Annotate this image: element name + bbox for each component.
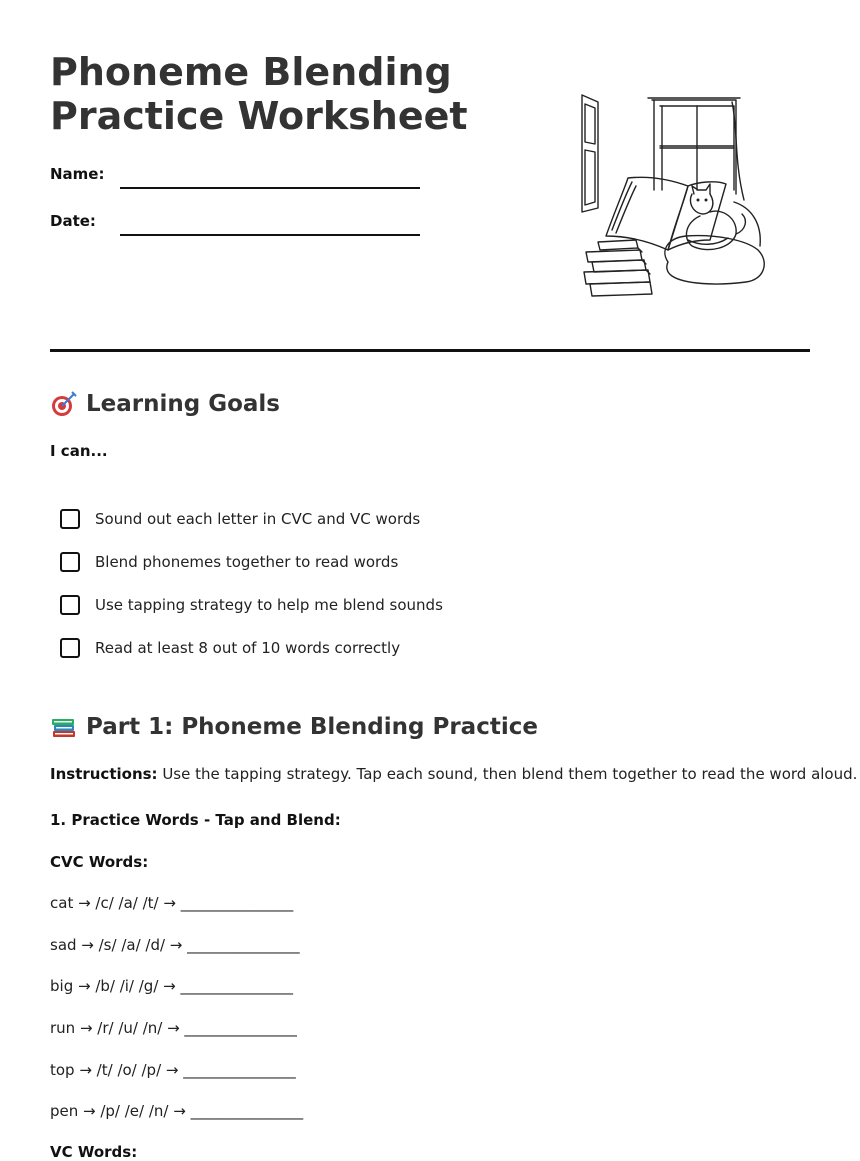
part1-heading: [50, 713, 538, 741]
goal-text: Sound out each letter in CVC and VC words: [95, 510, 421, 528]
cvc-word-line: top → /t/ /o/ /p/ → _______________: [50, 1061, 296, 1079]
cvc-word-line: big → /b/ /i/ /g/ → _______________: [50, 977, 293, 995]
goal-checkbox[interactable]: [60, 509, 80, 529]
cvc-words-heading: CVC Words:: [50, 853, 149, 871]
date-label: Date:: [50, 212, 96, 230]
instructions-label: Instructions:: [50, 765, 158, 783]
goal-item[interactable]: [60, 507, 420, 531]
target-icon: [50, 390, 78, 418]
goals-intro: I can...: [50, 442, 108, 460]
vc-words-heading: VC Words:: [50, 1143, 138, 1161]
learning-goals-heading: [50, 390, 280, 418]
name-field[interactable]: [120, 187, 420, 189]
name-label: Name:: [50, 165, 105, 183]
instructions: [50, 765, 858, 783]
learning-goals-title: Learning Goals: [86, 391, 280, 417]
goal-text: Blend phonemes together to read words: [95, 553, 399, 571]
cvc-word-line: sad → /s/ /a/ /d/ → _______________: [50, 936, 300, 954]
goal-item[interactable]: [60, 636, 400, 660]
goal-text: Use tapping strategy to help me blend sounds: [95, 596, 443, 614]
worksheet-title: [50, 50, 470, 138]
goal-checkbox[interactable]: [60, 638, 80, 658]
books-icon: [50, 713, 78, 741]
practice-words-heading: 1. Practice Words - Tap and Blend:: [50, 811, 341, 829]
cvc-word-line: run → /r/ /u/ /n/ → _______________: [50, 1019, 297, 1037]
goal-item[interactable]: [60, 550, 398, 574]
goal-checkbox[interactable]: [60, 552, 80, 572]
instructions-text: Use the tapping strategy. Tap each sound, then blend them together to read the word aloud.: [157, 765, 858, 783]
cvc-word-line: cat → /c/ /a/ /t/ → _______________: [50, 894, 294, 912]
cvc-word-line: pen → /p/ /e/ /n/ → _______________: [50, 1102, 304, 1120]
reading-nook-illustration: [576, 90, 772, 302]
part1-title: Part 1: Phoneme Blending Practice: [86, 714, 538, 740]
goal-item[interactable]: [60, 593, 443, 617]
goal-text: Read at least 8 out of 10 words correctly: [95, 639, 401, 657]
title-line-2: Practice Worksheet: [50, 94, 468, 138]
title-line-1: Phoneme Blending: [50, 50, 452, 94]
goal-checkbox[interactable]: [60, 595, 80, 615]
section-divider: [50, 349, 810, 352]
date-field[interactable]: [120, 234, 420, 236]
